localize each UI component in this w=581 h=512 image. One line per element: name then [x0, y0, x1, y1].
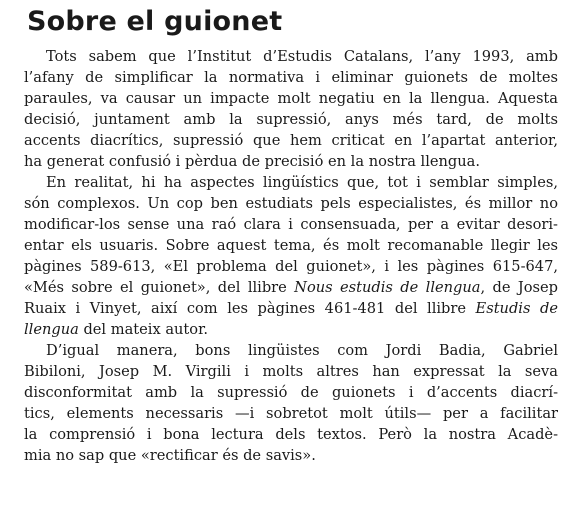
- paragraph-2-line-6-text-c: , de Josep: [480, 279, 558, 296]
- paragraph-2-line-4: entar els usuaris. Sobre aquest tema, és molt recomanable llegir les: [24, 237, 558, 254]
- paragraph-3-line-5: la comprensió i bona lectura dels textos. Però la nostra Acadè-: [24, 426, 558, 443]
- paragraph-1-line-2: l’afany de simplificar la normativa i eliminar guionets de moltes: [24, 69, 558, 86]
- paragraph-2-line-6-text-a: «Més sobre el guionet», del llibre: [24, 279, 295, 296]
- paragraph-2-line-1: En realitat, hi ha aspectes lingüístics que, tot i semblar simples,: [46, 174, 558, 191]
- paragraph-1-line-5: accents diacrítics, supressió que hem criticat en l’apartat anterior,: [24, 132, 558, 149]
- paragraph-2-line-5: pàgines 589-613, «El problema del guionet», i les pàgines 615-647,: [24, 258, 558, 275]
- paragraph-2-line-8-text-b: del mateix autor.: [78, 321, 209, 338]
- paragraph-3-line-4: tics, elements necessaris —i sobretot molt útils— per a facilitar: [24, 405, 558, 422]
- paragraph-1-line-1: Tots sabem que l’Institut d’Estudis Catalans, l’any 1993, amb: [46, 48, 558, 65]
- paragraph-1-line-3: paraules, va causar un impacte molt negatiu en la llengua. Aquesta: [24, 90, 558, 107]
- paragraph-2-line-8: [24, 319, 558, 340]
- paragraph-3-line-3: disconformitat amb la supressió de guionets i d’accents diacrí-: [24, 384, 558, 401]
- paragraph-1-line-4: decisió, juntament amb la supressió, anys més tard, de molts: [24, 111, 558, 128]
- paragraph-1-line-6: ha generat confusió i pèrdua de precisió en la nostra llengua.: [24, 153, 480, 170]
- paragraph-3-line-1: D’igual manera, bons lingüistes com Jordi Badia, Gabriel: [46, 342, 558, 359]
- book-title-estudis-part-2: llengua: [24, 321, 79, 338]
- paragraph-2-line-7-text-a: Ruaix i Vinyet, així com les pàgines 461-481 del llibre: [24, 300, 476, 317]
- paragraph-2-line-7: [24, 298, 558, 319]
- paragraph-3-line-6: mia no sap que «rectificar és de savis».: [24, 447, 316, 464]
- article-title: Sobre el guionet: [27, 6, 283, 37]
- paragraph-2-line-6: [24, 277, 558, 298]
- book-title-estudis-part-1: Estudis de: [475, 300, 558, 317]
- paragraph-2-line-2: són complexos. Un cop ben estudiats pels especialistes, és millor no: [24, 195, 558, 212]
- book-title-nous-estudis: Nous estudis de llengua: [294, 279, 481, 296]
- paragraph-3-line-2: Bibiloni, Josep M. Virgili i molts altres han expressat la seva: [24, 363, 558, 380]
- paragraph-2-line-3: modificar-los sense una raó clara i consensuada, per a evitar desori-: [24, 216, 558, 233]
